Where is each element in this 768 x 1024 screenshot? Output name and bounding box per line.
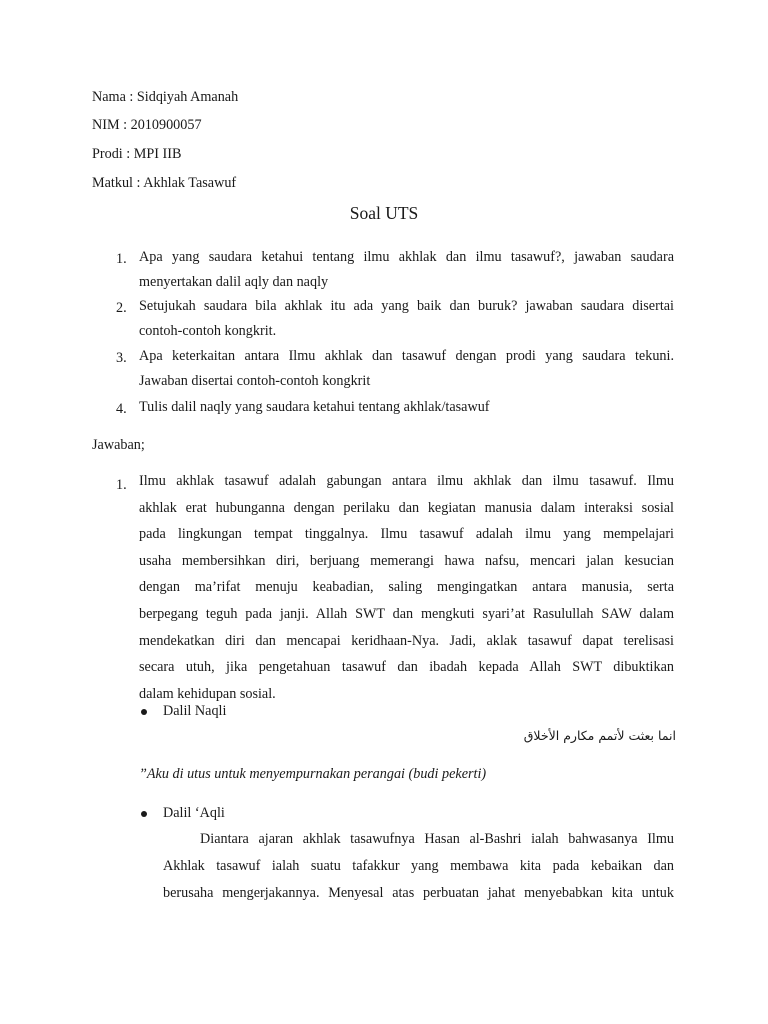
question-3 [139,344,674,394]
question-line: Jawaban disertai contoh-contoh kongkrit [139,373,371,389]
student-prodi: Prodi : MPI IIB [92,146,182,162]
answer-line: dalam kehidupan sosial. [139,685,276,702]
arabic-hadith: انما بعثت لأتمم مكارم الأخلاق [523,728,676,743]
answer-line: dengan ma’rifat menuju keabadian, saling mengingatkan antara manusia, serta [139,579,674,596]
student-name: Nama : Sidqiyah Amanah [92,89,239,105]
question-number: 2. [116,300,127,316]
answer-line: Ilmu akhlak tasawuf adalah gabungan antara ilmu akhlak dan ilmu tasawuf. Ilmu [139,473,674,489]
question-line: contoh-contoh kongkrit. [139,323,277,339]
bullet-icon [141,709,147,715]
paragraph-line: berusaha mengerjakannya. Menyesal atas perbuatan jahat menyebabkan kita untuk [163,885,674,901]
question-line: menyertakan dalil aqly dan naqly [139,274,329,290]
answer-line: berpegang teguh pada janji. Allah SWT dan mengkuti syari’at Rasulullah SAW dalam [139,605,674,622]
question-line: Apa keterkaitan antara Ilmu akhlak dan tasawuf dengan prodi yang saudara tekuni. [139,348,674,364]
document-title: Soal UTS [349,203,419,223]
answer-line: pada lingkungan tempat tinggalnya. Ilmu tasawuf adalah ilmu yang mempelajari [139,526,674,543]
dalil-aqli-label: Dalil ‘Aqli [163,805,225,821]
bullet-icon [141,811,147,817]
answers-heading: Jawaban; [92,437,145,453]
question-number: 4. [116,401,127,417]
dalil-naqli-label: Dalil Naqli [163,703,227,719]
student-nim: NIM : 2010900057 [92,117,202,133]
answer-line: usaha membersihkan diri, berjuang memerangi hawa nafsu, mencari jalan kesucian [139,552,674,569]
question-line: Tulis dalil naqly yang saudara ketahui tentang akhlak/tasawuf [139,399,490,415]
question-number: 1. [116,251,127,267]
hadith-translation: ”Aku di utus untuk menyempurnakan perangai (budi pekerti) [139,766,487,782]
paragraph-line: Akhlak tasawuf ialah suatu tafakkur yang membawa kita pada kebaikan dan [163,858,674,874]
paragraph-line: Diantara ajaran akhlak tasawufnya Hasan al-Bashri ialah bahwasanya Ilmu [200,831,674,847]
answer-line: akhlak erat hubunganna dengan perilaku dan kegiatan manusia dalam interaksi sosial [139,499,674,516]
dalil-aqli-paragraph [163,826,674,907]
answer-1 [139,468,674,707]
question-1 [139,245,674,295]
question-number: 3. [116,350,127,366]
question-4 [139,395,674,420]
question-line: Setujukah saudara bila akhlak itu ada yang baik dan buruk? jawaban saudara disertai [139,298,674,314]
course-name: Matkul : Akhlak Tasawuf [92,175,237,191]
answer-line: secara utuh, jika pengetahuan tasawuf dan ibadah kepada Allah SWT dibuktikan [139,659,674,676]
question-line: Apa yang saudara ketahui tentang ilmu akhlak dan ilmu tasawuf?, jawaban saudara [139,249,674,265]
answer-line: mendekatkan diri dan mencapai keridhaan-Nya. Jadi, aklak tasawuf dapat terelisasi [139,632,674,649]
question-2 [139,294,674,344]
answer-number: 1. [116,477,127,493]
